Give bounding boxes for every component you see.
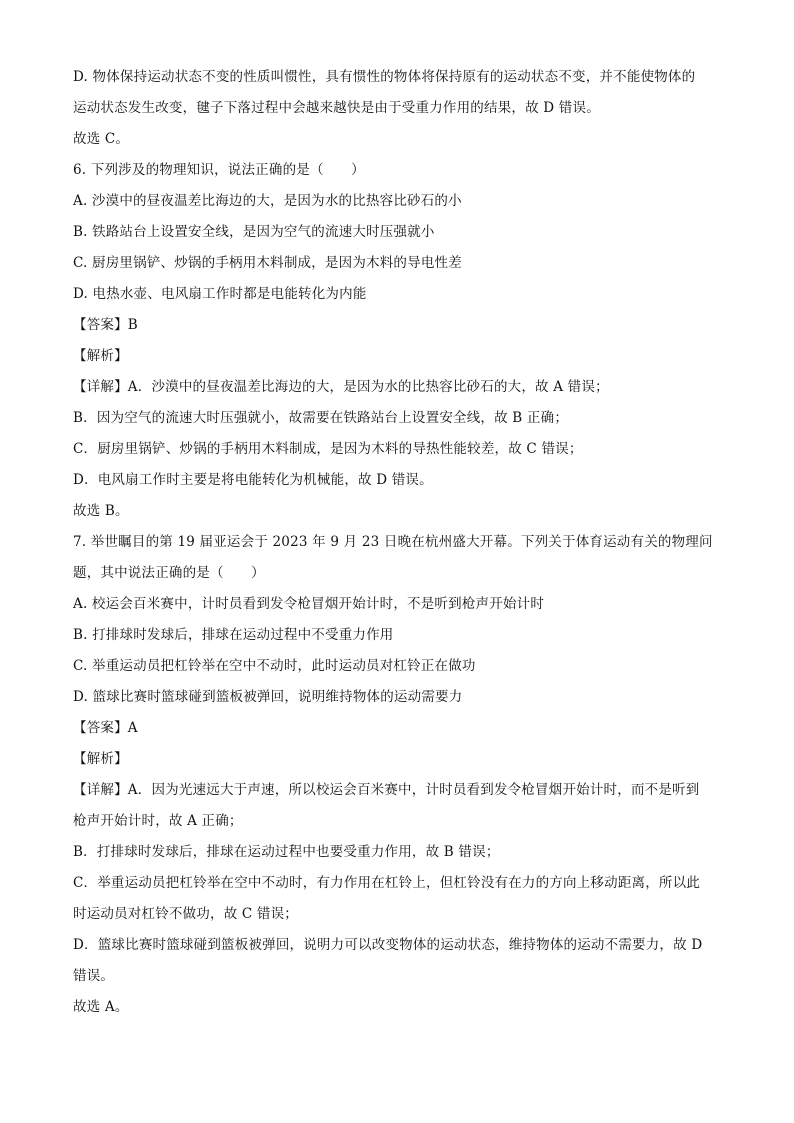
text-line: 运动状态发生改变，毽子下落过程中会越来越快是由于受重力作用的结果，故 D 错误。 (73, 100, 600, 116)
question-7-stem: 题，其中说法正确的是（ ） (73, 565, 265, 581)
text-line: B．因为空气的流速大时压强就小，故需要在铁路站台上设置安全线，故 B 正确； (73, 410, 569, 426)
text-line: D. 物体保持运动状态不变的性质叫惯性，具有惯性的物体将保持原有的运动状态不变，并不能使物体的 (73, 69, 696, 85)
text-line: D．电风扇工作时主要是将电能转化为机械能，故 D 错误。 (73, 472, 433, 488)
text-line: 时运动员对杠铃不做功，故 C 错误； (73, 906, 299, 922)
text-line: 故选 C。 (73, 131, 130, 147)
text-line: B．打排球时发球后，排球在运动过程中也要受重力作用，故 B 错误； (73, 844, 500, 860)
question-7-option-a: A. 校运会百米赛中，计时员看到发令枪冒烟开始计时，不是听到枪声开始计时 (73, 596, 545, 612)
text-line: 【详解】A．因为光速远大于声速，所以校运会百米赛中，计时员看到发令枪冒烟开始计时，而不是听到 (73, 782, 700, 798)
text-line: C．厨房里锅铲、炒锅的手柄用木料制成，是因为木料的导热性能较差，故 C 错误； (73, 441, 583, 457)
question-6-option-b: B. 铁路站台上设置安全线，是因为空气的流速大时压强就小 (73, 224, 435, 240)
question-6-option-a: A. 沙漠中的昼夜温差比海边的大，是因为水的比热容比砂石的小 (73, 193, 462, 209)
question-7-option-c: C. 举重运动员把杠铃举在空中不动时，此时运动员对杠铃正在做功 (73, 658, 476, 674)
question-7-stem: 7. 举世瞩目的第 19 届亚运会于 2023 年 9 月 23 日晚在杭州盛大开幕。下列关于体育运动有关的物理问 (73, 534, 713, 550)
question-7-option-d: D. 篮球比赛时篮球碰到篮板被弹回，说明维持物体的运动需要力 (73, 689, 463, 705)
text-line: 故选 A。 (73, 999, 129, 1015)
question-7-option-b: B. 打排球时发球后，排球在运动过程中不受重力作用 (73, 627, 394, 643)
question-7-answer: 【答案】A (73, 720, 138, 736)
question-6-answer: 【答案】B (73, 317, 138, 333)
question-7-analysis-heading: 【解析】 (73, 751, 128, 767)
question-6-stem: 6. 下列涉及的物理知识，说法正确的是（ ） (73, 162, 365, 178)
text-line: 【详解】A．沙漠中的昼夜温差比海边的大，是因为水的比热容比砂石的大，故 A 错误； (73, 379, 609, 395)
question-6-analysis-heading: 【解析】 (73, 348, 128, 364)
text-line: 故选 B。 (73, 503, 129, 519)
text-line: C．举重运动员把杠铃举在空中不动时，有力作用在杠铃上，但杠铃没有在力的方向上移动距离，所以此 (73, 875, 701, 891)
text-line: 错误。 (73, 968, 115, 984)
question-6-option-d: D. 电热水壶、电风扇工作时都是电能转化为内能 (73, 286, 367, 302)
question-6-option-c: C. 厨房里锅铲、炒锅的手柄用木料制成，是因为木料的导电性差 (73, 255, 462, 271)
document-page (73, 62, 721, 1023)
text-line: 枪声开始计时，故 A 正确； (73, 813, 243, 829)
text-line: D．篮球比赛时篮球碰到篮板被弹回，说明力可以改变物体的运动状态，维持物体的运动不需要力，故 D (73, 937, 703, 953)
